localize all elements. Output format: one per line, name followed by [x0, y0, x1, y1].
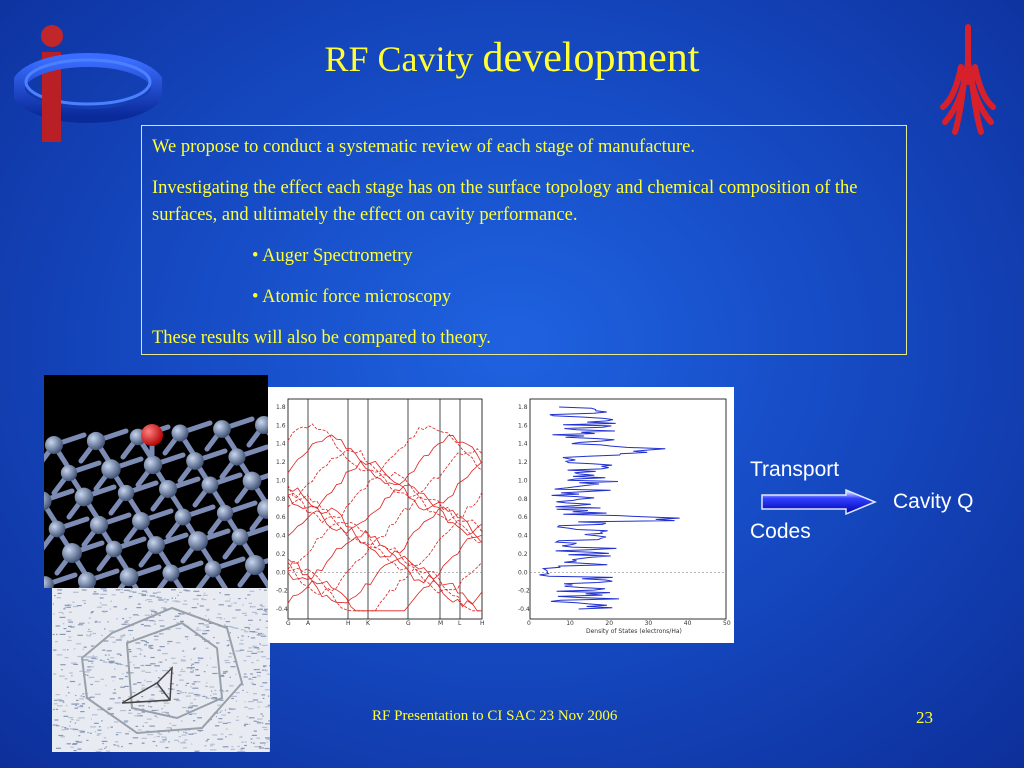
cavity-q-label: Cavity Q — [893, 490, 974, 513]
density-of-states-plot — [494, 387, 734, 643]
dos-y-tick: 0.4 — [518, 532, 528, 540]
paragraph-1: We propose to conduct a systematic review of each stage of manufacture. — [152, 137, 696, 157]
brillouin-zone-image — [52, 588, 270, 752]
band-y-tick: 1.0 — [276, 477, 286, 485]
title-part-2: development — [482, 35, 700, 81]
dos-x-tick: 30 — [644, 620, 653, 627]
dos-x-tick: 40 — [683, 620, 692, 627]
band-y-tick: 1.2 — [276, 459, 286, 467]
band-y-tick: 1.6 — [276, 422, 286, 430]
dos-x-tick: 10 — [566, 620, 574, 627]
transport-label: Transport — [750, 458, 840, 481]
crystal-lattice-image — [44, 375, 268, 588]
dos-y-tick: 0.2 — [518, 550, 528, 558]
dos-y-tick: 0.0 — [518, 569, 528, 577]
band-y-tick: 1.4 — [276, 440, 286, 448]
paragraph-3: These results will also be compared to theory. — [152, 328, 491, 348]
band-y-tick: -0.2 — [276, 587, 288, 595]
dos-y-tick: 0.8 — [518, 495, 528, 503]
band-y-tick: 0.2 — [276, 550, 286, 558]
band-structure-plot — [268, 387, 494, 643]
dos-x-tick: 50 — [723, 620, 731, 627]
dos-y-tick: 1.4 — [518, 440, 528, 448]
dos-x-label: Density of States (electrons/Ha) — [586, 628, 682, 635]
band-x-tick: L — [458, 620, 462, 627]
dos-x-tick: 0 — [527, 620, 531, 627]
band-y-tick: 0.6 — [276, 514, 286, 522]
dos-y-tick: -0.4 — [518, 606, 530, 613]
dos-y-tick: -0.2 — [518, 587, 530, 595]
band-x-tick: H — [480, 620, 485, 627]
dos-y-tick: 1.0 — [518, 477, 528, 485]
footer-text: RF Presentation to CI SAC 23 Nov 2006 — [372, 708, 618, 724]
dos-y-tick: 1.6 — [518, 422, 528, 430]
band-x-tick: H — [346, 620, 351, 627]
dos-y-tick: 1.2 — [518, 459, 528, 467]
dos-x-tick: 20 — [605, 620, 614, 627]
arrow-right-icon — [760, 489, 878, 515]
band-x-tick: A — [306, 620, 311, 627]
codes-label: Codes — [750, 520, 811, 543]
proposal-text-box — [141, 125, 907, 355]
band-y-tick: 1.8 — [276, 404, 286, 411]
dos-y-tick: 1.8 — [518, 404, 528, 411]
band-y-tick: 0.8 — [276, 495, 286, 503]
dos-y-tick: 0.6 — [518, 514, 528, 522]
band-y-tick: -0.4 — [276, 606, 288, 613]
paragraph-2: Investigating the effect each stage has on the surface topology and chemical composition of the surfaces, and ultimately the effect on cavity performance. — [152, 178, 858, 225]
band-y-tick: 0.0 — [276, 569, 286, 577]
band-x-tick: M — [438, 620, 444, 627]
band-x-tick: G — [406, 620, 411, 627]
page-number: 23 — [916, 708, 933, 727]
bullet-auger: • Auger Spectrometry — [252, 246, 413, 266]
title-part-1: RF Cavity — [324, 39, 483, 79]
bullet-afm: • Atomic force microscopy — [252, 287, 452, 307]
band-y-tick: 0.4 — [276, 532, 286, 540]
slide-title — [0, 30, 1024, 87]
band-x-tick: K — [366, 620, 370, 627]
band-x-tick: G — [286, 620, 291, 627]
